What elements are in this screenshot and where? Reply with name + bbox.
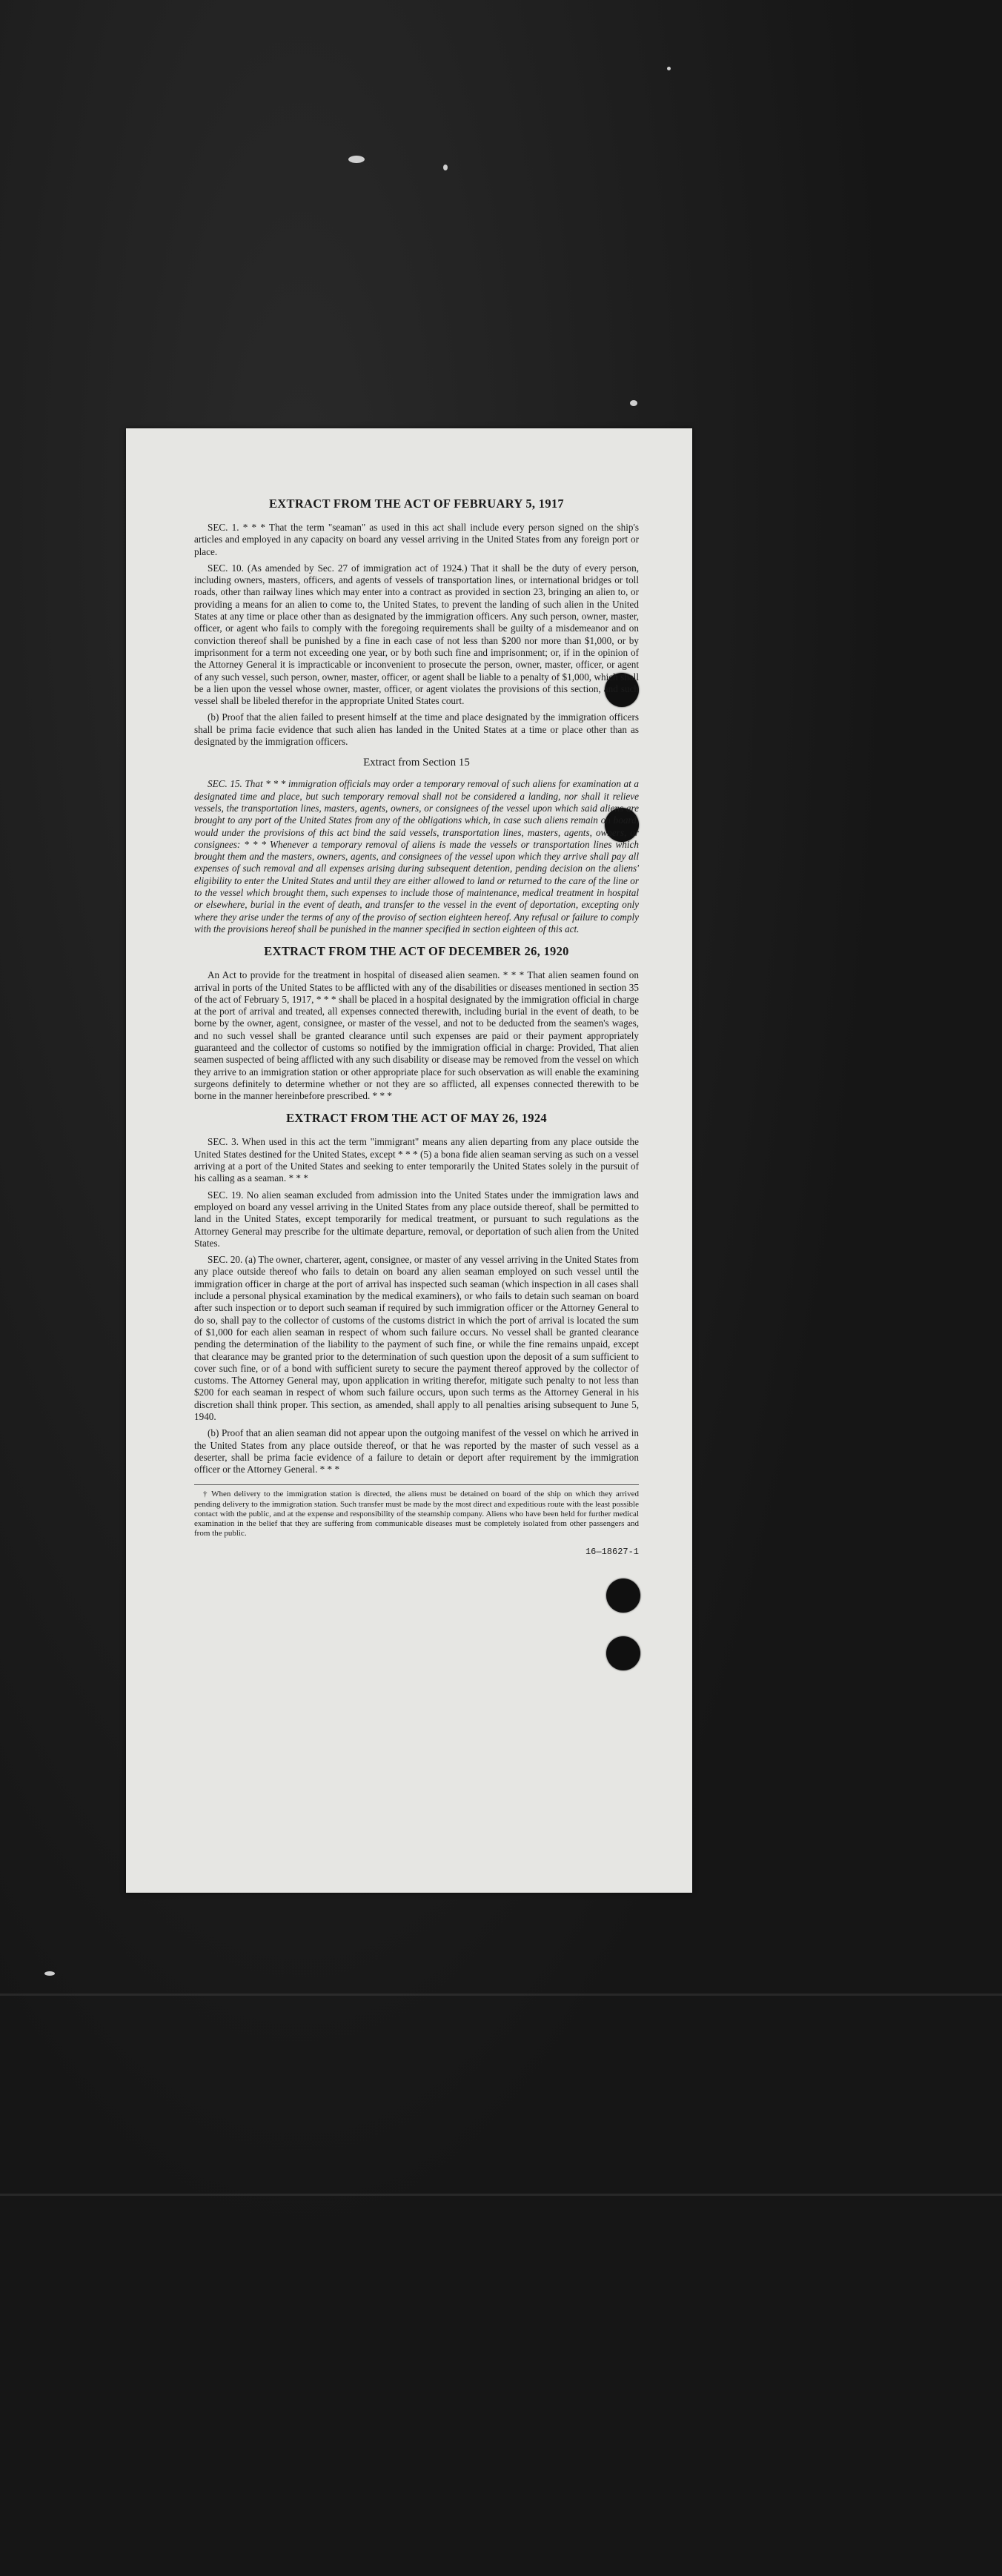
section-15	[194, 757, 639, 935]
footnote: † When delivery to the immigration station is directed, the aliens must be detained on board of the ship on which they arrived pending delivery to the immigration station. Such transfer must be made by the most direct and expeditious route with the least possible contact with the public, and at the expense and responsibility of the steamship company. Aliens who have been held for further medical examination in the belief that they are suffering from communicable diseases must be completely isolated from other passengers and from the public.	[194, 1490, 639, 1538]
paragraph: SEC. 10. (As amended by Sec. 27 of immigration act of 1924.) That it shall be the duty of every person, including owners, masters, officers, and agents of vessels of transportation lines, or international bridges or toll roads, other than railway lines which may enter into a contract as provided in section 23, bringing an alien to, or providing a means for an alien to come to, the United States, to prevent the landing of such alien in the United States at any time or place other than as designated by the immigration officers. Any such person, owner, master, officer, or agent who fails to comply with the foregoing requirements shall be guilty of a misdemeanor and on conviction thereof shall be punished by a fine in each case of not less than $200 nor more than $1,000, or by imprisonment for a term not exceeding one year, or by both such fine and imprisonment; or, if in the opinion of the Attorney General it is impracticable or inconvenient to prosecute the person, owner, master, officer, or agent of any such vessel, such person, owner, master, officer, or agent shall be liable to a penalty of $1,000, which shall be a lien upon the vessel whose owner, master, officer, or agent violates the provisions of this section, and such vessel shall be libeled therefor in the appropriate United States court.	[194, 562, 639, 707]
dust-speck	[443, 165, 448, 170]
section-act-1920	[194, 944, 639, 1102]
paragraph: SEC. 1. * * * That the term "seaman" as used in this act shall include every person signed on the ship's articles and employed in any capacity on board any vessel arriving in the United States from any foreign port or place.	[194, 522, 639, 557]
film-scratch	[0, 1994, 1002, 1996]
paragraph: (b) Proof that an alien seaman did not appear upon the outgoing manifest of the vessel on which he arrived in the United States from any place outside thereof, or that he was reported by the master of such vessel as a deserter, shall be prima facie evidence of a failure to detain or deport after requirement by the immigration officer or the Attorney General. * * *	[194, 1427, 639, 1475]
section-act-1917	[194, 497, 639, 748]
footnote-divider	[194, 1484, 639, 1485]
punch-hole	[606, 1636, 640, 1670]
dust-speck	[44, 1971, 55, 1976]
heading-section-15: Extract from Section 15	[363, 757, 470, 769]
punch-hole	[606, 1579, 640, 1613]
paragraph: SEC. 3. When used in this act the term "immigrant" means any alien departing from any place outside the United States destined for the United States, except * * * (5) a bona fide alien seaman serving as such on a vessel arriving at a port of the United States and seeking to enter temporarily the United States solely in the pursuit of his calling as a seaman. * * *	[194, 1136, 639, 1184]
dust-speck	[348, 156, 365, 163]
paragraph: SEC. 19. No alien seaman excluded from admission into the United States under the immigration laws and employed on board any vessel arriving in the United States from any place outside thereof, shall be permitted to land in the United States, except temporarily for medical treatment, or pursuant to such regulations as the Attorney General may prescribe for the ultimate departure, removal, or deportation of such alien from the United States.	[194, 1189, 639, 1249]
paragraph: An Act to provide for the treatment in hospital of diseased alien seamen. * * * That alien seamen found on arrival in ports of the United States to be afflicted with any of the disabilities or diseases mentioned in section 35 of the act of February 5, 1917, * * * shall be placed in a hospital designated by the immigration official in charge at the port of arrival and treated, all expenses connected therewith, including burial in the event of death, to be borne by the owner, agent, consignee, or master of the vessel, and not to be deducted from the seamen's wages, and no such vessel shall be granted clearance until such expenses are paid or their payment appropriately guaranteed and the collector of customs so notified by the immigration official in charge: Provided, That alien seamen suspected of being afflicted with any such disability or disease may be removed from the vessel on which they arrive to an immigration station or other appropriate place for such observation as will enable the examining surgeons definitely to determine whether or not they are so afflicted, all expenses connected therewith to be borne in the manner hereinbefore prescribed. * * *	[194, 969, 639, 1102]
heading-act-1920: EXTRACT FROM THE ACT OF DECEMBER 26, 1920	[264, 944, 569, 959]
dust-speck	[667, 67, 671, 70]
heading-act-1924: EXTRACT FROM THE ACT OF MAY 26, 1924	[286, 1111, 547, 1126]
paragraph: (b) Proof that the alien failed to present himself at the time and place designated by the immigration officers shall be prima facie evidence that such alien has landed in the United States at a time or place other than as designated by the immigration officers.	[194, 711, 639, 748]
print-code: 16—18627-1	[585, 1546, 639, 1557]
heading-act-1917: EXTRACT FROM THE ACT OF FEBRUARY 5, 1917	[269, 497, 564, 511]
paragraph: SEC. 15. That * * * immigration officials may order a temporary removal of such aliens for examination at a designated time and place, but such temporary removal shall not be considered a landing, nor shall it relieve vessels, the transportation lines, masters, agents, owners, or consignees of the vessel upon which said aliens are brought to any port of the United States from any of the obligations which, in case such aliens remain on board, would under the provisions of this act bind the said vessels, transportation lines, masters, agents, owners, or consignees: * * * Whenever a temporary removal of aliens is made the vessels or transportation lines which brought them and the masters, owners, agents, and consignees of the vessel upon which they arrive shall pay all expenses of such removal and all expenses arising during subsequent detention, pending decision on the aliens' eligibility to enter the United States and until they are either allowed to land or returned to the care of the line or to the vessel which brought them, such expenses to include those of maintenance, medical treatment in hospital or elsewhere, burial in the event of death, and transfer to the vessel in the event of deportation, excepting only where they arise under the terms of any of the proviso of section eighteen hereof. Any refusal or failure to comply with the provisions hereof shall be punished in the manner specified in section eighteen of this act.	[194, 778, 639, 935]
paragraph: SEC. 20. (a) The owner, charterer, agent, consignee, or master of any vessel arriving in the United States from any place outside thereof who fails to detain on board any alien seaman employed on such vessel until the immigration officer in charge at the port of arrival has inspected such seaman (which inspection in all cases shall include a personal physical examination by the medical examiners), or who fails to detain such seaman on board after such inspection or to deport such seaman if required by such immigration officer or the Attorney General to do so, shall pay to the collector of customs of the customs district in which the port of arrival is located the sum of $1,000 for each alien seaman in respect of whom such failure occurs. No vessel shall be granted clearance pending the determination of the liability to the payment of such fine, or while the fine remains unpaid, except that clearance may be granted prior to the determination of such question upon the deposit of a sum sufficient to cover such fine, or of a bond with sufficient surety to secure the payment thereof approved by the collector of customs. The Attorney General may, upon application in writing therefor, mitigate such penalty to not less than $200 for each seaman in respect of whom such failure occurs, upon such terms as the Attorney General in his discretion shall think proper. This section, as amended, shall apply to all penalties arising subsequent to June 5, 1940.	[194, 1254, 639, 1422]
film-scratch	[0, 2194, 1002, 2196]
dust-speck	[630, 400, 637, 406]
document-body	[194, 497, 639, 1557]
document-page	[126, 428, 692, 1893]
section-act-1924	[194, 1111, 639, 1475]
